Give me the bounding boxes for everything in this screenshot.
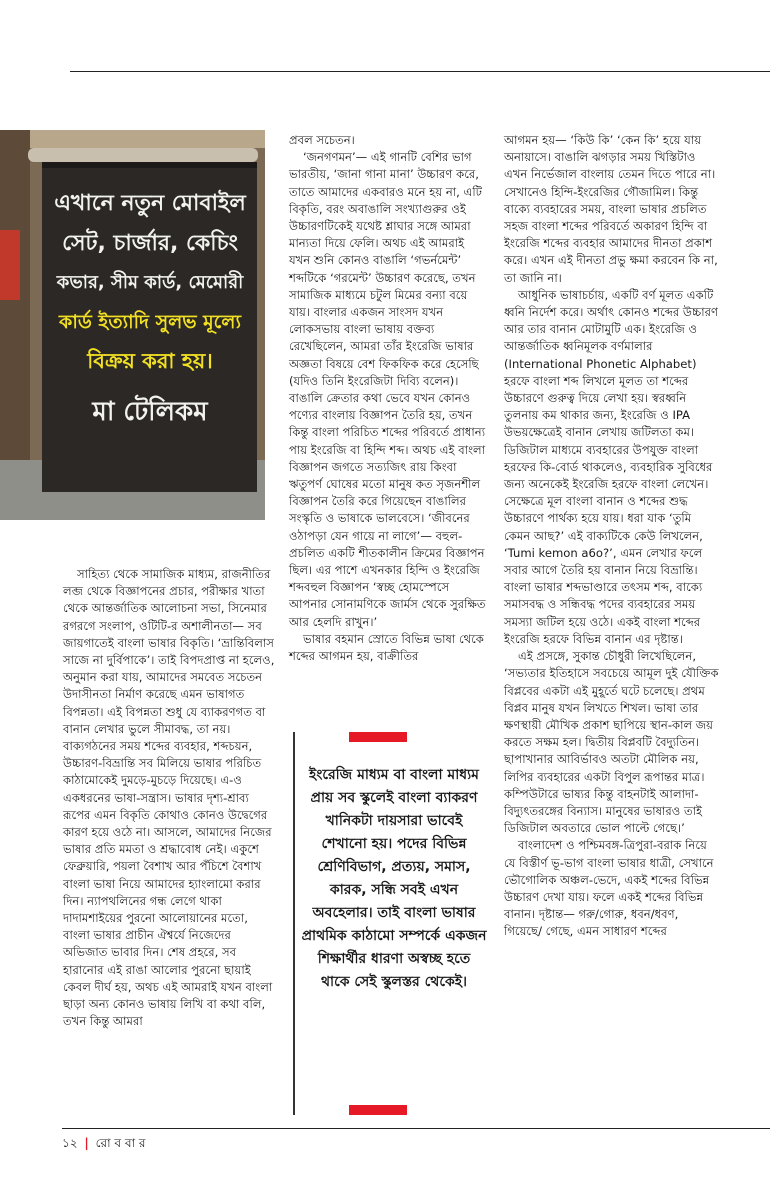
footer-separator: | — [84, 1136, 89, 1150]
pull-quote-text: ইংরেজি মাধ্যম বা বাংলা মাধ্যম প্রায় সব স্কুলেই বাংলা ব্যাকরণ খানিকটা দায়সারা ভাবেই শেখানো হয়। পদের বিভিন্ন শ্রেণিবিভাগ, প্রত্যয়, সমাস, কারক, সন্ধি সবই এখন অবহেলার। তাই বাংলা ভাষার প্রাথমিক কাঠামো সম্পর্কে একজন শিক্ষার্থীর ধারণা অস্বচ্ছ হতে থাকে সেই স্কুলস্তর থেকেই। — [301, 767, 487, 990]
paragraph: ‘জনগণমন’— এই গানটি বেশির ভাগ ভারতীয়, ‘জানা গানা মানা’ উচ্চারণ করে, তাতে আমাদের একবারও মনে হয় না, এটি বিকৃতি, বরং অবাঙালি সংখ্যাগুরুর ওই উচ্চারণটিকেই যথেষ্ট শ্লাঘার সঙ্গে আমরা মান্যতা দিয়ে ফেলি। অথচ এই আমরাই যখন শুনি কোনও বাঙালি ‘গভর্নমেন্ট’ শব্দটিকে ‘গরমেন্ট’ উচ্চারণ করেছে, তখন সামাজিক মাধ্যমে চটুল মিমের বন্যা বয়ে যায়। বাংলার একজন সাংসদ যখন লোকসভায় বাংলা ভাষায় বক্তব্য রেখেছিলেন, আমরা তাঁর ইংরেজি ভাষার অজ্ঞতা বিষয়ে বেশ ফিকফিক করে হেসেছি (যদিও তিনি ইংরেজিটা দিব্যি বলেন)। বাঙালি ক্রেতার কথা ভেবে যখন কোনও পণ্যের বাংলায় বিজ্ঞাপন তৈরি হয়, তখন কিন্তু বাংলা পরিচিত শব্দের পরিবর্তে প্রাধান্য পায় ইংরেজি বা হিন্দি শব্দ। অথচ এই বাংলা বিজ্ঞাপন জগতে সত্যজিৎ রায় কিংবা ঋতুপর্ণ ঘোষের মতো মানুষ কত সৃজনশীল বিজ্ঞাপন তৈরি করে গিয়েছেন বাঙালির সংস্কৃতি ও ভাষাকে ভালবেসে। ‘জীবনের ওঠাপড়া যেন গায়ে না লাগে’— বহুল-প্রচলিত একটি শীতকালীন ক্রিমের বিজ্ঞাপন ছিল। এর পাশে এখনকার হিন্দি ও ইংরেজি শব্দবহুল বিজ্ঞাপন ‘স্বচ্ছ হোমস্পেসে আপনার সোনামণিকে জার্মস থেকে সুরক্ষিত আর হেলদি রাখুন।’ — [289, 150, 486, 629]
page-footer — [62, 1135, 145, 1155]
sign-line-6: মা টেলিকম — [92, 397, 208, 427]
pull-quote-box — [293, 732, 490, 1115]
article-column-3 — [504, 132, 719, 941]
telecom-sign-photo — [0, 130, 265, 520]
pull-quote-accent-bottom — [349, 1105, 407, 1115]
pull-quote-accent-top — [349, 732, 407, 742]
sign-line-3: কভার, সীম কার্ড, মেমোরী — [56, 272, 244, 293]
paragraph: এই প্রসঙ্গে, সুকান্ত চৌধুরী লিখেছিলেন, ‘সভ্যতার ইতিহাসে সবচেয়ে আমূল দুই যৌক্তিক বিপ্লবের একটা এই মুহূর্তে ঘটে চলেছে। প্রথম বিপ্লব মানুষ যখন লিখতে শিখল। ভাষা তার ক্ষণস্থায়ী মৌখিক প্রকাশ ছাপিয়ে স্থান-কাল জয় করতে সক্ষম হল। দ্বিতীয় বিপ্লবটি বৈদ্যুতিন। ছাপাখানার আবির্ভাবও অতটা মৌলিক নয়, লিপির ব্যবহারের একটা বিপুল রূপান্তর মাত্র। কম্পিউটারে ভাষ্যর কিন্তু বাহনটাই আলাদা-বিদ্যুৎতরঙ্গের বিন্যাস। মানুষের ভাষারও তাই ডিজিটাল অবতারে ভোল পাল্টে গেছে।’ — [504, 649, 719, 836]
paragraph: ভাষার বহমান স্রোতে বিভিন্ন ভাষা থেকে শব্দের আগমন হয়, বাক্রীতির — [289, 631, 484, 664]
paragraph: আগমন হয়— ‘কিউ কি’ ‘কেন কি’ হয়ে যায় অনায়াসে। বাঙালি ঝগড়ার সময় খিস্তিটাও এখন নির্ভেজাল বাংলায় তেমন দিতে পারে না। সেখানেও হিন্দি-ইংরেজির গৌজামিল। কিন্তু বাক্যে ব্যবহারের সময়, বাংলা ভাষার প্রচলিত সহজ বাংলা শব্দের পরিবর্তে অকারণ হিন্দি বা ইংরেজি শব্দের ব্যবহার আমাদের দীনতা প্রকাশ করে। এখন এই দীনতা প্রভু ক্ষমা করবেন কি না, তা জানি না। — [504, 133, 718, 285]
article-column-2 — [289, 132, 489, 665]
paragraph: বাংলাদেশ ও পশ্চিমবঙ্গ-ত্রিপুরা-বরাক নিয়ে যে বিস্তীর্ণ ভূ-ভাগ বাংলা ভাষার ধাত্রী, সেখানে ভৌগোলিক অঞ্চল-ভেদে, একই শব্দের বিভিন্ন উচ্চারণ দেখা যায়। ফলে একই শব্দের বিভিন্ন বানান। দৃষ্টান্ত— গরু/গোরু, ধবন/ধবণ, গিয়েছে/ গেছে, এমন সাধারণ শব্দের — [504, 838, 714, 939]
paragraph: প্রবল সচেতন। — [289, 133, 355, 147]
article-column-1 — [63, 566, 278, 1030]
bottom-rule — [62, 1128, 770, 1129]
paragraph: আধুনিক ভাষাচর্চায়, একটি বর্ণ মূলত একটি ধ্বনি নির্দেশ করে। অর্থাৎ কোনও শব্দের উচ্চারণ আর তার বানান মোটামুটি এক। ইংরেজি ও আন্তর্জাতিক ধ্বনিমূলক বর্ণমালার (International Phonetic Alphabet) হরফে বাংলা শব্দ লিখলে মূলত তা শব্দের উচ্চারণে গুরুত্ব দিয়ে লেখা হয়। স্বরধ্বনি তুলনায় কম থাকার জন্য, ইংরেজি ও IPA উভয়ক্ষেত্রেই বানান লেখায় জটিলতা কম। ডিজিটাল মাধ্যমে ব্যবহারের উপযুক্ত বাংলা হরফের কি-বোর্ড থাকলেও, ব্যবহারিক সুবিধের জন্য অনেকেই ইংরেজি হরফে বাংলা লেখেন। সেক্ষেত্রে মূল বাংলা বানান ও শব্দের শুদ্ধ উচ্চারণে পার্থক্য হয়ে যায়। ধরা যাক ‘তুমি কেমন আছ?’ এই বাক্যটিকে কেউ লিখলেন, ‘Tumi kemon a6o?’, এমন লেখার ফলে সবার আগে তৈরি হয় বানান নিয়ে বিভ্রান্তি। বাংলা ভাষার শব্দভাণ্ডারে তৎসম শব্দ, বাক্যে সমাসবদ্ধ ও সন্ধিবদ্ধ পদের ব্যবহারের সময় সমস্যা জটিল হয়ে ওঠে। একই বাংলা শব্দের ইংরেজি হরফে বিভিন্ন বানান এর দৃষ্টান্ত। — [504, 287, 719, 646]
sign-line-5: বিক্রয় করা হয়। — [87, 349, 213, 373]
sign-illustration — [0, 130, 265, 520]
sign-line-2: সেট, চার্জার, কেচিং — [62, 231, 238, 256]
section-name: রো ব বা র — [95, 1136, 146, 1150]
top-rule — [70, 71, 770, 72]
paragraph: সাহিত্য থেকে সামাজিক মাধ্যম, রাজনীতির লব্জ থেকে বিজ্ঞাপনের প্রচার, পরীক্ষার খাতা থেকে আন্তর্জাতিক আলোচনা সভা, সিনেমার রগরগে সংলাপ, ওটিটি-র অশালীনতা— সব জায়গাতেই বাংলা ভাষার বিকৃতি। ‘ভ্রান্তিবিলাস সাজে না দুর্বিপাকে’। তাই বিপদপ্রাপ্ত না হলেও, অনুমান করা যায়, আমাদের সমবেত সচেতন উদাসীনতা নির্মাণ করেছে এমন ভাষাগত বিপন্নতা। এই বিপন্নতা শুধু যে ব্যাকরণগত বা বানান লেখার ভুলে সীমাবদ্ধ, তা নয়। বাক্যগঠনের সময় শব্দের ব্যবহার, শব্দচয়ন, উচ্চারণ-বিভ্রান্তি সব মিলিয়ে ভাষার পরিচিত কাঠামোকেই দুমড়ে-মুচড়ে দিয়েছে। এ-ও একধরনের ভাষা-সন্ত্রাস। ভাষার দৃশ্য-শ্রাব্য রূপের এমন বিকৃতি কোথাও কোনও উদ্বেগের কারণ হয়ে ওঠে না। আসলে, আমাদের নিজের ভাষার প্রতি মমতা ও শ্রদ্ধাবোধ নেই। একুশে ফেব্রুয়ারি, পয়লা বৈশাখ আর পঁচিশে বৈশাখ বাংলা ভাষা নিয়ে আমাদের হ্যাংলামো করার দিন। ন্যাপথলিনের গন্ধ লেগে থাকা দাদামশাইয়ের পুরনো আলোয়ানের মতো, বাংলা ভাষার প্রাচীন ঐশ্বর্যে নিজেদের অভিজাত ভাবার দিন। শেষ প্রহরে, সব হারানোর এই রাঙা আলোর পুরনো ছায়াই কেবল দীর্ঘ হয়, অথচ এই আমরাই যখন বাংলা ছাড়া অন্য কোনও ভাষায় লিখি বা কথা বলি, তখন কিন্তু আমরা — [63, 567, 275, 1029]
sign-line-1: এখানে নতুন মোবাইল — [54, 191, 246, 216]
page-number: ১২ — [62, 1136, 78, 1150]
sign-line-4: কার্ড ইত্যাদি সুলভ মূল্যে — [59, 311, 241, 333]
